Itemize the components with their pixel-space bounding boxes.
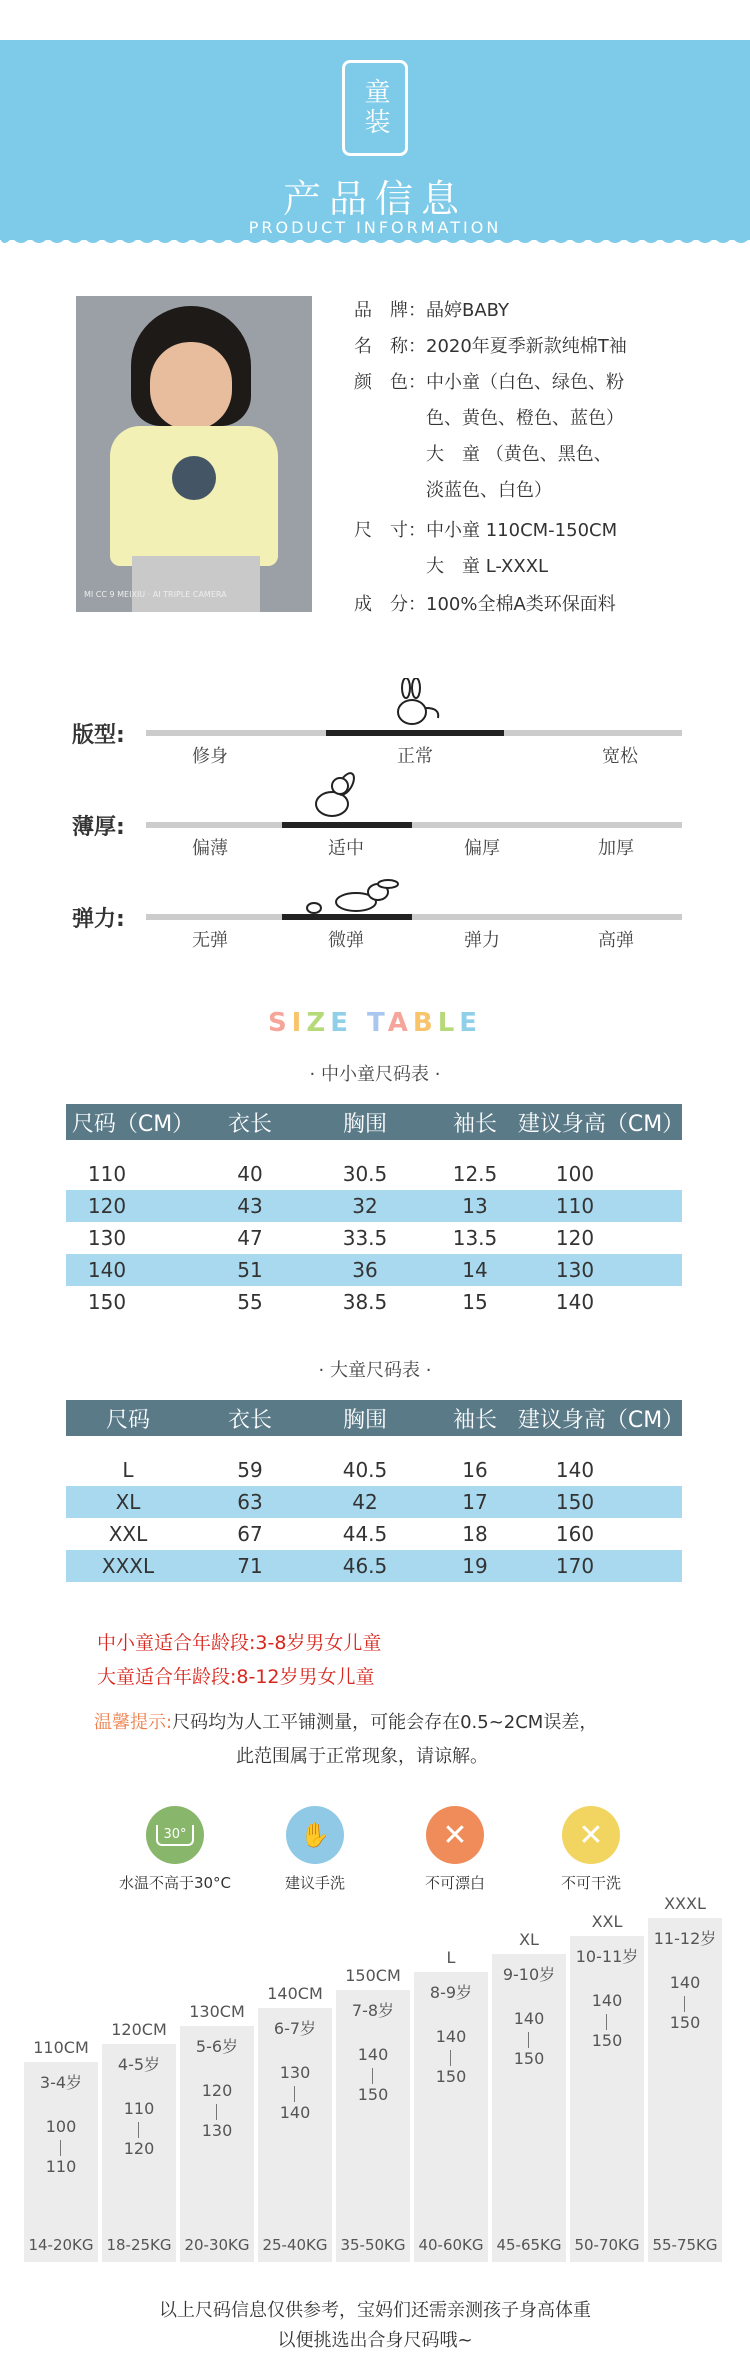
size-column-label: 110CM bbox=[33, 2038, 89, 2057]
table-cell: 130 bbox=[555, 1258, 595, 1282]
size-column-height-max: 110 bbox=[45, 2157, 77, 2176]
size-column-height-max: 150 bbox=[591, 2031, 623, 2050]
small-size-table bbox=[66, 1104, 685, 1318]
height-range-divider bbox=[216, 2104, 217, 2120]
table-cell: 44.5 bbox=[342, 1522, 388, 1546]
header-title: 产品信息 bbox=[282, 177, 467, 221]
header-cell: 衣长 bbox=[227, 1111, 272, 1137]
table-cell: 15 bbox=[462, 1290, 488, 1314]
size-column-age: 7-8岁 bbox=[351, 2001, 395, 2020]
size-column-weight: 25-40KG bbox=[262, 2236, 328, 2254]
table-row bbox=[66, 1254, 682, 1286]
header-badge: 童装 bbox=[342, 60, 408, 156]
height-range-divider bbox=[138, 2122, 139, 2138]
table-cell: 19 bbox=[462, 1554, 488, 1578]
size-column-label: XXL bbox=[591, 1912, 623, 1931]
table-cell: 30.5 bbox=[342, 1162, 388, 1186]
size-table-title-letter: S bbox=[267, 1008, 292, 1038]
table-cell: 13.5 bbox=[452, 1226, 498, 1250]
table-cell: 40 bbox=[237, 1162, 263, 1186]
size-column-height-min: 100 bbox=[45, 2117, 77, 2136]
height-range-divider bbox=[450, 2050, 451, 2066]
size-column-age: 5-6岁 bbox=[195, 2037, 239, 2056]
size-column-height-max: 130 bbox=[201, 2121, 233, 2140]
tip bbox=[94, 1708, 597, 1734]
size-column-height-min: 110 bbox=[123, 2099, 155, 2118]
info-color-line3: 大 童 （黄色、黑色、 bbox=[354, 444, 612, 465]
table-cell: 36 bbox=[352, 1258, 378, 1282]
header-cell: 衣长 bbox=[227, 1407, 272, 1433]
size-column-weight: 40-60KG bbox=[418, 2236, 484, 2254]
size-column bbox=[414, 1972, 488, 2262]
care-glyph: ✕ bbox=[578, 1817, 604, 1853]
table-cell: 120 bbox=[555, 1226, 595, 1250]
size-column-weight: 55-75KG bbox=[652, 2236, 718, 2254]
product-photo bbox=[76, 296, 312, 612]
size-column-height-min: 140 bbox=[669, 1973, 701, 1992]
height-range-divider bbox=[60, 2140, 61, 2156]
stretch-track bbox=[146, 914, 682, 920]
size-column-label: 120CM bbox=[111, 2020, 167, 2039]
size-column bbox=[570, 1936, 644, 2262]
tip-label: 温馨提示: bbox=[94, 1712, 173, 1733]
photo-watermark: MI CC 9 MEIXIU · AI TRIPLE CAMERA bbox=[84, 590, 227, 599]
stretch-option: 弹力 bbox=[464, 930, 500, 951]
height-range-divider bbox=[372, 2068, 373, 2084]
size-column-age: 3-4岁 bbox=[39, 2073, 83, 2092]
table-cell: 140 bbox=[555, 1290, 595, 1314]
size-table-title-letter: E bbox=[459, 1008, 483, 1038]
info-color-line4: 淡蓝色、白色） bbox=[354, 480, 552, 501]
size-column-weight: 14-20KG bbox=[28, 2236, 94, 2254]
size-column-age: 9-10岁 bbox=[502, 1965, 556, 1984]
size-column-age: 11-12岁 bbox=[653, 1929, 717, 1948]
size-table-title-letter: A bbox=[387, 1008, 413, 1038]
table-cell: 59 bbox=[237, 1458, 263, 1482]
table-cell: 33.5 bbox=[342, 1226, 388, 1250]
size-column-height-max: 150 bbox=[357, 2085, 389, 2104]
size-column-age: 10-11岁 bbox=[575, 1947, 639, 1966]
table-row bbox=[66, 1190, 682, 1222]
size-column-age: 8-9岁 bbox=[429, 1983, 473, 2002]
care-label: 不可干洗 bbox=[560, 1874, 621, 1892]
table-cell: 51 bbox=[237, 1258, 263, 1282]
table-cell: XXL bbox=[108, 1522, 148, 1546]
size-column-weight: 35-50KG bbox=[340, 2236, 406, 2254]
thickness-option: 适中 bbox=[328, 838, 364, 859]
table-cell: 16 bbox=[462, 1458, 488, 1482]
info-name: 名 称：2020年夏季新款纯棉T袖 bbox=[354, 336, 627, 357]
care-label: 建议手洗 bbox=[284, 1874, 345, 1892]
info-material: 成 分：100%全棉A类环保面料 bbox=[354, 594, 616, 615]
header-cell: 胸围 bbox=[342, 1407, 387, 1433]
care-label: 水温不高于30°C bbox=[118, 1874, 232, 1892]
care-glyph: 30° bbox=[156, 1825, 193, 1846]
table-row bbox=[66, 1158, 682, 1190]
thickness-selected bbox=[282, 822, 412, 828]
rabbit-icon bbox=[390, 678, 450, 730]
size-table-title-letter bbox=[353, 1008, 367, 1038]
size-column-label: 130CM bbox=[189, 2002, 245, 2021]
size-table-title-letter: T bbox=[367, 1008, 388, 1038]
table-cell: 38.5 bbox=[342, 1290, 388, 1314]
info-size: 尺 寸：中小童 110CM-150CM bbox=[354, 520, 618, 541]
height-range-divider bbox=[684, 1996, 685, 2012]
size-column-weight: 20-30KG bbox=[184, 2236, 250, 2254]
header-cell: 袖长 bbox=[452, 1407, 497, 1433]
big-table-caption: · 大童尺码表 · bbox=[318, 1360, 432, 1381]
size-column-height-max: 120 bbox=[123, 2139, 155, 2158]
info-color: 颜 色：中小童（白色、绿色、粉 bbox=[354, 372, 624, 393]
care-glyph: ✕ bbox=[442, 1817, 468, 1853]
age-range-small: 中小童适合年龄段:3-8岁男女儿童 bbox=[97, 1632, 382, 1654]
fit-option: 修身 bbox=[192, 746, 228, 767]
care-label: 不可漂白 bbox=[424, 1874, 485, 1892]
size-table-title-letter: I bbox=[291, 1008, 307, 1038]
size-column-weight: 18-25KG bbox=[106, 2236, 172, 2254]
size-column-label: XL bbox=[519, 1930, 539, 1949]
size-column-weight: 45-65KG bbox=[496, 2236, 562, 2254]
table-cell: 110 bbox=[555, 1194, 595, 1218]
table-row bbox=[66, 1486, 682, 1518]
stretch-option: 无弹 bbox=[192, 930, 228, 951]
fit-selected bbox=[326, 730, 504, 736]
table-row bbox=[66, 1222, 682, 1254]
size-table-title-letter: L bbox=[437, 1008, 460, 1038]
size-column-height-max: 140 bbox=[279, 2103, 311, 2122]
size-column-weight: 50-70KG bbox=[574, 2236, 640, 2254]
fit-option: 宽松 bbox=[602, 746, 638, 767]
table-cell: L bbox=[122, 1458, 134, 1482]
size-table-title bbox=[0, 1008, 750, 1038]
rabbit-icon bbox=[310, 768, 370, 822]
size-column bbox=[492, 1954, 566, 2262]
table-cell: 140 bbox=[555, 1458, 595, 1482]
info-color-line2: 色、黄色、橙色、蓝色） bbox=[354, 408, 624, 429]
thickness-option: 加厚 bbox=[598, 838, 634, 859]
header-cell: 建议身高（CM） bbox=[517, 1111, 685, 1137]
height-range-divider bbox=[528, 2032, 529, 2048]
size-column-label: 150CM bbox=[345, 1966, 401, 1985]
table-cell: 32 bbox=[352, 1194, 378, 1218]
table-cell: 14 bbox=[462, 1258, 488, 1282]
table-cell: 67 bbox=[237, 1522, 263, 1546]
size-column bbox=[258, 2008, 332, 2262]
no-bleach-icon bbox=[426, 1806, 484, 1864]
header-cell: 尺码 bbox=[105, 1407, 150, 1433]
header-cell: 建议身高（CM） bbox=[517, 1407, 685, 1433]
size-column bbox=[180, 2026, 254, 2262]
size-column-label: L bbox=[446, 1948, 456, 1967]
header-cell: 尺码（CM） bbox=[71, 1111, 195, 1137]
header-cell: 胸围 bbox=[342, 1111, 387, 1137]
size-column-height-min: 120 bbox=[201, 2081, 233, 2100]
size-table-title-letter: Z bbox=[306, 1008, 331, 1038]
stretch-label: 弹力: bbox=[72, 907, 125, 932]
height-range-divider bbox=[294, 2086, 295, 2102]
age-range-big: 大童适合年龄段:8-12岁男女儿童 bbox=[97, 1666, 375, 1688]
no-dry-clean-icon bbox=[562, 1806, 620, 1864]
table-cell: 12.5 bbox=[452, 1162, 498, 1186]
table-cell: 47 bbox=[237, 1226, 263, 1250]
table-cell: 160 bbox=[555, 1522, 595, 1546]
small-table-caption: · 中小童尺码表 · bbox=[309, 1064, 441, 1085]
table-cell: 100 bbox=[555, 1162, 595, 1186]
footer-line1: 以上尺码信息仅供参考，宝妈们还需亲测孩子身高体重 bbox=[159, 2300, 591, 2321]
tip-line2: 此范围属于正常现象，请谅解。 bbox=[236, 1746, 488, 1767]
table-cell: 150 bbox=[87, 1290, 127, 1314]
table-cell: 63 bbox=[237, 1490, 263, 1514]
size-column-label: XXXL bbox=[664, 1894, 706, 1913]
table-cell: 46.5 bbox=[342, 1554, 388, 1578]
table-cell: 42 bbox=[352, 1490, 378, 1514]
tip-line1: 尺码均为人工平铺测量，可能会存在0.5~2CM误差， bbox=[172, 1712, 598, 1733]
size-column-height-min: 140 bbox=[357, 2045, 389, 2064]
table-cell: XL bbox=[115, 1490, 141, 1514]
table-cell: XXXL bbox=[101, 1554, 155, 1578]
table-cell: 40.5 bbox=[342, 1458, 388, 1482]
table-header bbox=[66, 1400, 685, 1436]
thickness-label: 薄厚: bbox=[72, 815, 125, 840]
fit-option: 正常 bbox=[397, 746, 433, 767]
table-cell: 71 bbox=[237, 1554, 263, 1578]
hand-wash-icon bbox=[286, 1806, 344, 1864]
wash-30-icon bbox=[146, 1806, 204, 1864]
size-column-age: 6-7岁 bbox=[273, 2019, 317, 2038]
size-column-height-min: 130 bbox=[279, 2063, 311, 2082]
table-row bbox=[66, 1454, 682, 1486]
footer-line2: 以便挑选出合身尺码哦~ bbox=[277, 2330, 473, 2351]
header-cell: 袖长 bbox=[452, 1111, 497, 1137]
size-column-height-min: 140 bbox=[435, 2027, 467, 2046]
table-row bbox=[66, 1550, 682, 1582]
height-range-divider bbox=[606, 2014, 607, 2030]
fit-label: 版型: bbox=[72, 723, 125, 748]
table-row bbox=[66, 1518, 682, 1550]
info-size-line2: 大 童 L-XXXL bbox=[354, 556, 549, 577]
size-table-title-letter: E bbox=[330, 1008, 353, 1038]
table-cell: 43 bbox=[237, 1194, 263, 1218]
thickness-option: 偏厚 bbox=[464, 838, 500, 859]
size-column-height-min: 140 bbox=[513, 2009, 545, 2028]
table-cell: 13 bbox=[462, 1194, 488, 1218]
header-subtitle: PRODUCT INFORMATION bbox=[248, 218, 502, 237]
table-cell: 120 bbox=[87, 1194, 127, 1218]
table-cell: 150 bbox=[555, 1490, 595, 1514]
size-column bbox=[648, 1918, 722, 2262]
big-size-table bbox=[66, 1400, 685, 1582]
size-column-height-max: 150 bbox=[435, 2067, 467, 2086]
size-column-height-min: 140 bbox=[591, 1991, 623, 2010]
size-table-title-letter: B bbox=[412, 1008, 438, 1038]
table-cell: 18 bbox=[462, 1522, 488, 1546]
table-cell: 110 bbox=[87, 1162, 127, 1186]
stretch-option: 微弹 bbox=[328, 930, 364, 951]
table-cell: 55 bbox=[237, 1290, 263, 1314]
thickness-option: 偏薄 bbox=[192, 838, 228, 859]
table-row bbox=[66, 1286, 682, 1318]
table-cell: 170 bbox=[555, 1554, 595, 1578]
table-cell: 140 bbox=[87, 1258, 127, 1282]
size-column-label: 140CM bbox=[267, 1984, 323, 2003]
thickness-track bbox=[146, 822, 682, 828]
table-cell: 130 bbox=[87, 1226, 127, 1250]
stretch-option: 高弹 bbox=[598, 930, 634, 951]
size-column-height-max: 150 bbox=[513, 2049, 545, 2068]
table-cell: 17 bbox=[462, 1490, 488, 1514]
info-brand: 品 牌：晶婷BABY bbox=[354, 300, 510, 321]
size-column-age: 4-5岁 bbox=[117, 2055, 161, 2074]
care-glyph: ✋ bbox=[300, 1821, 330, 1849]
table-header bbox=[66, 1104, 685, 1140]
size-column-height-max: 150 bbox=[669, 2013, 701, 2032]
size-column bbox=[336, 1990, 410, 2262]
rabbit-icon bbox=[284, 878, 402, 918]
